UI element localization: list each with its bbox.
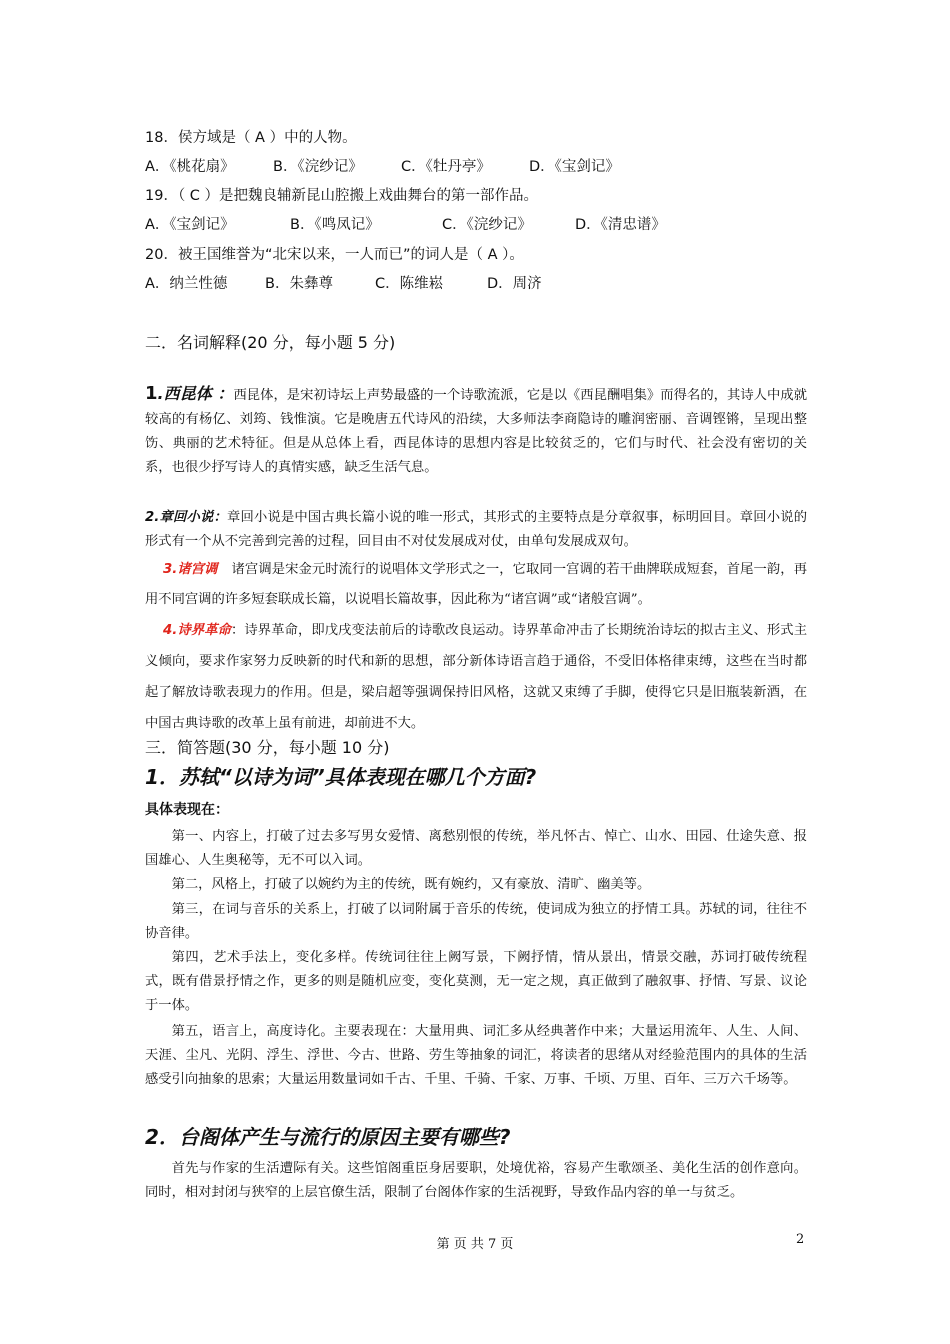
question-19-options	[145, 215, 666, 235]
question-19: 19．（ C ）是把魏良辅新昆山腔搬上戏曲舞台的第一部作品。	[145, 188, 539, 204]
answer-paragraph-4: 第四，艺术手法上，变化多样。传统词往往上阙写景，下阙抒情，情从景出，情景交融，苏词打破传统程式，既有借景抒情之作，更多的则是随机应变，变化莫测，无一定之规，真正做到了融叙事、抒情、写景、议论于一体。	[145, 950, 807, 1013]
term-number: 1	[145, 383, 158, 404]
term-definition: 西昆体，是宋初诗坛上声势最盛的一个诗歌流派，它是以《西昆酬唱集》而得名的，其诗人中成就较高的有杨亿、刘筠、钱惟演。它是晚唐五代诗风的沿续，大多师法李商隐诗的雕润密丽、音调铿锵，呈现出整饬、典丽的艺术特征。但是从总体上看，西昆体诗的思想内容是比较贫乏的，它们与时代、社会没有密切的关系，也很少抒写诗人的真情实感，缺乏生活气息。	[145, 388, 807, 475]
section-3-heading: 三．简答题(30 分，每小题 10 分)	[145, 738, 390, 757]
answer-paragraph-1: 第一、内容上，打破了过去多写男女爱情、离愁别恨的传统，举凡怀古、悼亡、山水、田园、仕途失意、报国雄心、人生奥秘等，无不可以入词。	[145, 829, 807, 868]
answer-paragraph-3: 第三，在词与音乐的关系上，打破了以词附属于音乐的传统，使词成为独立的抒情工具。苏轼的词，往往不协音律。	[145, 902, 807, 941]
term-title: 3.诸宫调	[163, 562, 218, 577]
option: B．《鸣凤记》	[290, 217, 380, 233]
option: D．《宝剑记》	[529, 159, 620, 175]
option: A．纳兰性德	[145, 276, 228, 292]
option: C．《浣纱记》	[442, 217, 532, 233]
answer-paragraph-6: 首先与作家的生活遭际有关。这些馆阁重臣身居要职，处境优裕，容易产生歌颂圣、美化生活的创作意向。同时，相对封闭与狭窄的上层官僚生活，限制了台阁体作家的生活视野，导致作品内容的单一与贫乏。	[145, 1161, 807, 1200]
option: C．陈维崧	[375, 276, 444, 292]
term-definition: ：诗界革命，即戊戌变法前后的诗歌改良运动。诗界革命冲击了长期统治诗坛的拟古主义、形式主义倾向，要求作家努力反映新的时代和新的思想，部分新体诗语言趋于通俗，不受旧体格律束缚，这些在当时都起了解放诗歌表现力的作用。但是，梁启超等强调保持旧风格，这就又束缚了手脚，使得它只是旧瓶装新酒，在中国古典诗歌的改革上虽有前进，却前进不大。	[145, 623, 807, 731]
option: A．《宝剑记》	[145, 217, 235, 233]
option: B．《浣纱记》	[273, 159, 363, 175]
term-title: 4.诗界革命	[163, 623, 231, 638]
option: B．朱彝尊	[265, 276, 333, 292]
question-20-options	[145, 274, 542, 294]
term-2-paragraph	[145, 506, 807, 554]
section-2-heading: 二．名词解释(20 分，每小题 5 分)	[145, 333, 396, 352]
term-1-paragraph	[145, 382, 807, 480]
option: C．《牡丹亭》	[401, 159, 491, 175]
question-2-title: 2．台阁体产生与流行的原因主要有哪些?	[145, 1125, 511, 1149]
option: D．《清忠谱》	[575, 217, 666, 233]
question-1-lead: 具体表现在：	[145, 802, 229, 818]
question-18: 18．侯方域是（ A ）中的人物。	[145, 130, 357, 146]
term-title: .西昆体 ：	[157, 384, 234, 403]
answer-paragraph-5: 第五，语言上，高度诗化。主要表现在：大量用典、词汇多从经典著作中来；大量运用流年、人生、人间、天涯、尘凡、光阴、浮生、浮世、今古、世路、劳生等抽象的词汇，将读者的思绪从对经验范围内的具体的生活感受引向抽象的思索；大量运用数量词如千古、千里、千骑、千家、万事、千顷、万里、百年、三万六千场等。	[145, 1024, 807, 1087]
question-18-options	[145, 157, 620, 177]
question-20: 20．被王国维誉为“北宋以来，一人而已”的词人是（ A ）。	[145, 247, 524, 263]
answer-paragraph-2: 第二，风格上，打破了以婉约为主的传统，既有婉约，又有豪放、清旷、幽美等。	[171, 877, 651, 892]
page-footer: 第 页 共 7 页	[436, 1237, 514, 1252]
term-definition: 章回小说是中国古典长篇小说的唯一形式，其形式的主要特点是分章叙事，标明回目。章回小说的形式有一个从不完善到完善的过程，回目由不对仗发展成对仗，由单句发展成双句。	[145, 510, 807, 549]
term-3-paragraph	[145, 555, 807, 615]
question-1-title: 1．苏轼“以诗为词”具体表现在哪几个方面?	[145, 765, 537, 789]
option: A．《桃花扇》	[145, 159, 235, 175]
page-number: 2	[796, 1232, 805, 1247]
term-title: 2.章回小说：	[145, 510, 227, 525]
term-definition: 诸宫调是宋金元时流行的说唱体文学形式之一，它取同一宫调的若干曲牌联成短套，首尾一韵，再用不同宫调的许多短套联成长篇，以说唱长篇故事，因此称为“诸宫调”或“诸般宫调”。	[145, 562, 807, 607]
option: D．周济	[487, 276, 542, 292]
term-4-paragraph	[145, 615, 807, 739]
